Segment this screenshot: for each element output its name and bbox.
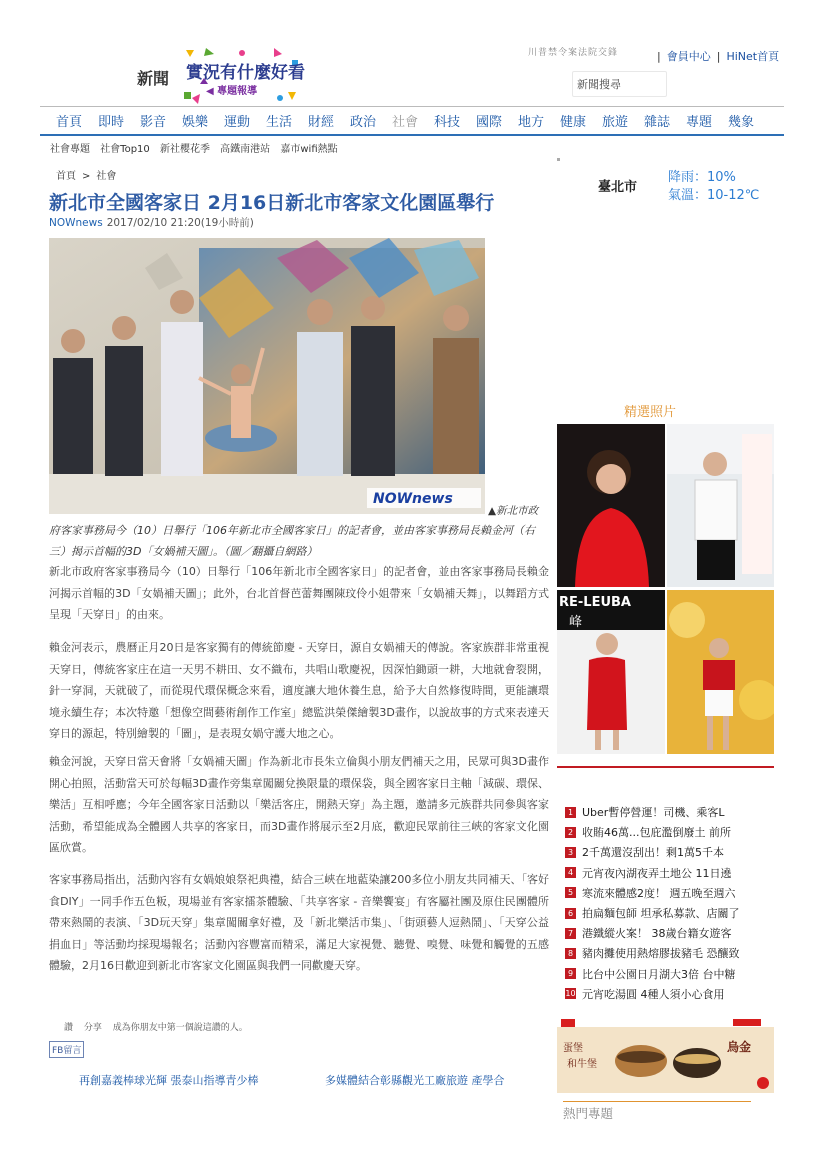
ad-text: 烏金 (727, 1040, 752, 1054)
rank-badge: 9 (565, 968, 576, 979)
article-photo (49, 238, 485, 514)
main-nav (40, 106, 784, 136)
top-link-separator: | (716, 50, 721, 63)
photo-caption: 府客家事務局今（10）日舉行「106年新北市全國客家日」的記者會，並由客家事務局長賴金河（右三）揭示首幅的3D「女媧補天圖」。（圖／翻攝自網路） (49, 524, 535, 558)
nav-item-tech[interactable]: 科技 (433, 115, 460, 130)
subnav-item[interactable]: 社會專題 (50, 144, 90, 155)
article-photo-image (49, 238, 485, 514)
article-paragraph: 賴金河說，天穿日當天會將「女媧補天圖」作為新北市長朱立倫與小朋友們補天之用，民眾可與3D畫作開心拍照，活動當天可於每幅3D畫作旁集章闖關兌換限量的環保袋，與全國客家日主軸「減碳、環保、樂活」互相呼應；今年全國客家日活動以「樂活客庄，開熱天穿」為主題，邀請多元族群共同參與客家活動，希望能成為全體國人共享的客家日，而3D畫作將展示至2月底，歡迎民眾前往三峽的客家文化園區欣賞。 (49, 755, 549, 854)
hot-news-item[interactable] (557, 842, 774, 862)
breadcrumb-current[interactable]: 社會 (96, 171, 117, 182)
logo-title: 實況有什麼好看 (186, 63, 305, 83)
hot-news-list (557, 766, 774, 1004)
fb-comment-tab[interactable]: FB留言 (49, 1041, 84, 1058)
gallery-text: RE-LEUBA (559, 595, 631, 610)
hot-news-text: 元宵夜內湖夜弄土地公 11日遶 (582, 866, 732, 880)
hot-news-item[interactable] (557, 943, 774, 963)
hot-news-item[interactable] (557, 863, 774, 883)
advertisement-banner[interactable] (557, 1017, 774, 1093)
nav-item-magazine[interactable]: 雜誌 (643, 115, 670, 130)
gallery-photo[interactable] (557, 590, 665, 754)
share-text: 成為你朋友中第一個說這讚的人。 (112, 1023, 248, 1033)
nav-item-topics[interactable]: 專題 (685, 115, 712, 130)
hot-news-item[interactable] (557, 802, 774, 822)
hot-news-item[interactable] (557, 964, 774, 984)
related-link[interactable]: 多媒體結合彰縣觀光工廠旅遊 產學合 (325, 1074, 505, 1087)
hot-news-item[interactable] (557, 984, 774, 1004)
hot-news-text: Uber暫停營運！司機、乘客L (582, 806, 725, 820)
photo-caption-lead: ▲新北市政 (488, 505, 539, 517)
hot-news-text: 拍扁麵包師 坦承私募款、店關了 (582, 907, 740, 921)
nav-item-video[interactable]: 影音 (139, 115, 166, 130)
sub-nav (50, 140, 345, 155)
hot-topics-title: 熱門專題 (563, 1101, 751, 1122)
gallery-photo[interactable] (557, 424, 665, 587)
hot-news-item[interactable] (557, 923, 774, 943)
hot-news-text: 寒流來體感2度！ 週五晚至週六 (582, 886, 736, 900)
logo-subtitle: ◀ 專題報導 (206, 86, 258, 97)
member-center-link[interactable]: 會員中心 (666, 50, 711, 63)
hot-news-text: 豬肉攤使用熱熔膠拔豬毛 恐釀致 (582, 947, 740, 961)
featured-photos-gallery (557, 424, 774, 754)
gallery-photo-image (557, 424, 665, 587)
nav-item-sports[interactable]: 運動 (223, 115, 250, 130)
nav-item-home[interactable]: 首頁 (55, 115, 82, 130)
hot-news-text: 元宵吃湯圓 4種人須小心食用 (582, 987, 725, 1001)
rank-badge: 1 (565, 807, 576, 818)
search-input[interactable] (572, 71, 667, 97)
hot-news-text: 2千萬還沒刮出！剩1萬5千本 (582, 846, 724, 860)
advertisement-image (557, 1017, 774, 1093)
logo-news[interactable]: 新聞 (137, 69, 170, 88)
breadcrumb-arrow: > (82, 171, 91, 182)
ad-text: 和牛堡 (567, 1059, 597, 1070)
gallery-photo-image (667, 590, 774, 754)
weather-rain: 降雨：10% (668, 170, 736, 185)
hot-news-item[interactable] (557, 822, 774, 842)
hot-news-item[interactable] (557, 883, 774, 903)
share-button[interactable]: 分享 (83, 1023, 102, 1033)
rank-badge: 10 (565, 989, 576, 999)
hinet-home-link[interactable]: HiNet首頁 (726, 50, 780, 63)
top-links (655, 48, 783, 64)
rank-badge: 8 (565, 948, 576, 959)
article-time: 2017/02/10 21:20(19小時前) (106, 217, 254, 229)
nav-item-local[interactable]: 地方 (517, 115, 544, 130)
hot-news-text: 比台中公園日月湖大3倍 台中糖 (582, 967, 736, 981)
like-button[interactable]: 讚 (64, 1023, 74, 1033)
top-notice[interactable]: 川普禁令案法院交鋒 (528, 48, 619, 58)
rank-badge: 3 (565, 847, 576, 858)
gallery-photo[interactable] (667, 590, 774, 754)
breadcrumb (56, 167, 122, 182)
nav-item-society[interactable]: 社會 (391, 115, 418, 130)
logo-program[interactable] (184, 48, 305, 104)
share-row (64, 1020, 256, 1033)
rank-badge: 5 (565, 887, 576, 898)
article-source[interactable]: NOWnews (49, 217, 103, 229)
logo-subtitle-text: 專題報導 (217, 86, 258, 97)
weather-city[interactable]: 臺北市 (598, 180, 638, 195)
subnav-item[interactable]: 高鐵南港站 (220, 144, 271, 155)
nav-item-realtime[interactable]: 即時 (97, 115, 124, 130)
gallery-photo-image (667, 424, 774, 587)
rank-badge: 7 (565, 928, 576, 939)
hot-news-text: 收賄46萬...包庇濫倒廢土 前所 (582, 826, 731, 840)
gallery-photo[interactable] (667, 424, 774, 587)
ad-text: 蛋堡 (563, 1043, 583, 1054)
rank-badge: 2 (565, 827, 576, 838)
nav-item-politics[interactable]: 政治 (349, 115, 376, 130)
nav-item-finance[interactable]: 財經 (307, 115, 334, 130)
breadcrumb-home[interactable]: 首頁 (56, 171, 76, 182)
nav-item-weather[interactable]: 幾象 (727, 115, 754, 130)
gallery-text: 峰 (569, 615, 583, 630)
nav-item-travel[interactable]: 旅遊 (601, 115, 628, 130)
nav-item-life[interactable]: 生活 (265, 115, 292, 130)
related-link[interactable]: 再創嘉義棒球光輝 張泰山指導青少棒 (79, 1074, 259, 1087)
rank-badge: 4 (565, 867, 576, 878)
weather-temp: 氣溫：10-12℃ (668, 188, 760, 203)
article-paragraph: 賴金河表示，農曆正月20日是客家獨有的傳統節慶 - 天穿日，源自女媧補天的傳說。客家族群非常重視天穿日，傳統客家庄在這一天男不耕田、女不織布，共唱山歌慶祝，因深怕鋤頭一耕，大地就會裂開，針一穿洞，天就破了，而從現代環保概念來看，適度讓大地休養生息，給予大自然修復時間，更能讓環境永續生存；本次特邀「想像空間藝術創作工作室」總監洪榮傑繪製3D畫作，以說故事的方式來表達天穿日的源起，特別繪製的「圖」，是表現女媧守護大地之心。 (49, 641, 549, 740)
hot-news-item[interactable] (557, 903, 774, 923)
top-link-separator: | (657, 50, 661, 63)
article-paragraph: 新北市政府客家事務局今（10）日舉行「106年新北市全國客家日」的記者會，並由客家事務局長賴金河揭示首幅的3D「女媧補天圖」；此外，台北首督芭蕾舞團陳玟伶小姐帶來「女媧補天舞」，以舞蹈方式呈現「天穿日」的由來。 (49, 565, 549, 621)
nav-item-international[interactable]: 國際 (475, 115, 502, 130)
divider-dot (557, 158, 560, 161)
photo-watermark: NOWnews (373, 491, 453, 507)
subnav-item[interactable]: 新社櫻花季 (159, 144, 210, 155)
subnav-item[interactable]: 社會Top10 (100, 144, 150, 155)
article-paragraph: 客家事務局指出，活動內容有女媧娘娘祭祀典禮，結合三峽在地藍染讓200多位小朋友共同補天、「客好食DIY」一同手作五色粄，現場並有客家擂茶體驗、「共享客家 - 音樂饗宴」有客屬社團及原住民團體所帶來熱鬧的表演、「3D玩天穿」集章闖關拿好禮，及「新北樂活市集」、「街頭藝人逗熱鬧」、「天穿公益捐血日」等活動均採現場報名；活動內容豐富而精采，滿足大家視覺、聽覺、嗅覺、味覺和觸覺的五感體驗，2月16日歡迎到新北市客家文化園區與我們一同歡慶天穿。 (49, 873, 549, 972)
gallery-photo-image (557, 590, 665, 754)
subnav-item[interactable]: 嘉市wifi熱點 (280, 144, 338, 155)
nav-item-health[interactable]: 健康 (559, 115, 586, 130)
hot-news-text: 港鐵縱火案！ 38歲台籍女遊客 (582, 927, 732, 941)
article-title: 新北市全國客家日 2月16日新北市客家文化園區舉行 (49, 192, 495, 214)
featured-photos-title: 精選照片 (624, 405, 677, 420)
article-meta (49, 215, 254, 230)
rank-badge: 6 (565, 908, 576, 919)
nav-item-entertainment[interactable]: 娛樂 (181, 115, 208, 130)
